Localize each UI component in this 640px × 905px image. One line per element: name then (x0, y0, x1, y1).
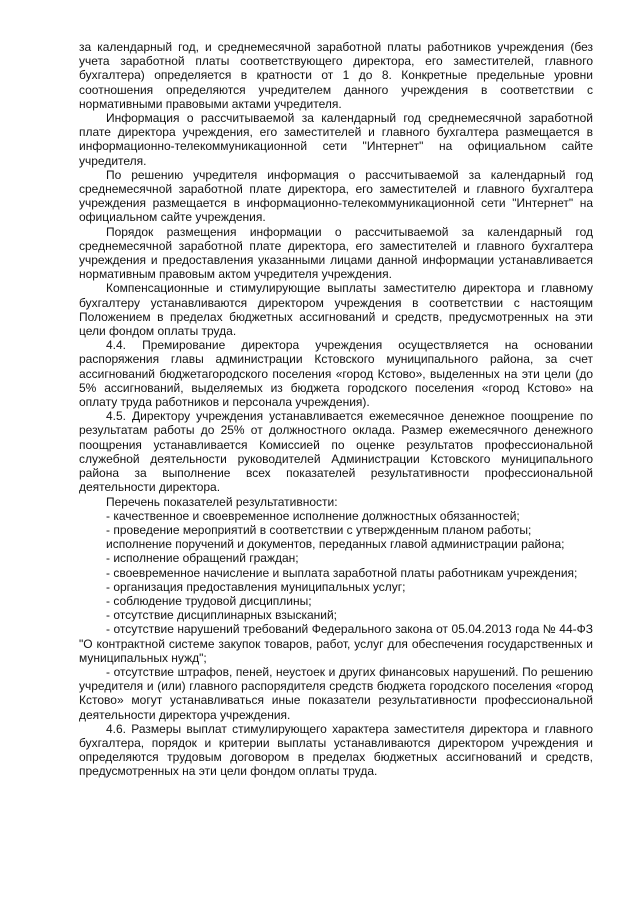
list-item: - отсутствие дисциплинарных взысканий; (106, 608, 338, 623)
list-item: - отсутствие штрафов, пеней, неустоек и других финансовых нарушений. По решению учредителя и (или) главного распорядителя средств бюджета городского поселения «город Кстово» могут устанавливаться иные показатели результативности профессиональной деятельности директора учреждения. (79, 664, 593, 722)
paragraph-publication-procedure: Порядок размещения информации о рассчитываемой за календарный год среднемесячной заработной плате директора, его заместителей и главного бухгалтера учреждения и предоставления указанными лицами данной информации устанавливается нормативным правовым актом учредителя учреждения. (79, 224, 593, 282)
list-item: - соблюдение трудовой дисциплины; (106, 593, 312, 608)
paragraph-4-6-deputy-incentives: 4.6. Размеры выплат стимулирующего характера заместителя директора и главного бухгалтера, порядок и критерии выплаты устанавливаются директором учреждения и определяются трудовым договором в пределах бюджетных ассигнований и средств, предусмотренных на эти цели фондом оплаты труда. (79, 721, 593, 779)
list-item: - проведение мероприятий в соответствии с утвержденным планом работы; (106, 522, 532, 537)
paragraph-salary-info-founder-site: Информация о рассчитываемой за календарный год среднемесячной заработной плате директора учреждения, его заместителей и главного бухгалтера размещается в информационно-телекоммуникационной сети "Интернет" на официальном сайте учредителя. (79, 111, 593, 168)
paragraph-4-5-monthly-incentive: 4.5. Директору учреждения устанавливается ежемесячное денежное поощрение по результатам работы до 25% от должностного оклада. Размер ежемесячного денежного поощрения устанавливается Комиссией по оценке результатов профессиональной служебной деятельности руководителей Администрации Кстовского муниципального района за выполнение всех показателей результативности профессиональной деятельности директора. (79, 409, 593, 495)
list-item: - своевременное начисление и выплата заработной платы работникам учреждения; (106, 565, 578, 580)
paragraph-4-4-director-bonus: 4.4. Премирование директора учреждения осуществляется на основании распоряжения главы администрации Кстовского муниципального района, за счет ассигнований бюджетагородского поселения «город Кстово», выделенных на эти цели (до 5% ассигнований, выделяемых из бюджета городского поселения «город Кстово» на оплату труда работников и персонала учреждения). (79, 338, 593, 410)
document-page (79, 40, 593, 779)
indicators-list-heading: Перечень показателей результативности: (106, 494, 338, 509)
paragraph-salary-ratio: за календарный год, и среднемесячной заработной платы работников учреждения (без учета заработной платы соответствующего директора, его заместителей, главного бухгалтера) определяется в кратности от 1 до 8. Конкретные предельные уровни соотношения определяются учредителем данного учреждения в соответствии с нормативными правовыми актами учредителя. (79, 40, 593, 111)
list-item: - отсутствие нарушений требований Федерального закона от 05.04.2013 года № 44-ФЗ "О контрактной системе закупок товаров, работ, услуг для обеспечения государственных и муниципальных нужд"; (79, 622, 593, 665)
list-item: - организация предоставления муниципальных услуг; (106, 579, 406, 594)
paragraph-compensation-payments: Компенсационные и стимулирующие выплаты заместителю директора и главному бухгалтеру устанавливаются директором учреждения в соответствии с настоящим Положением в пределах бюджетных ассигнований и средств, предусмотренных на эти цели фондом оплаты труда. (79, 281, 593, 339)
list-item: - исполнение обращений граждан; (106, 551, 299, 566)
list-item: - качественное и своевременное исполнение должностных обязанностей; (106, 508, 520, 523)
paragraph-salary-info-institution-site: По решению учредителя информация о рассчитываемой за календарный год среднемесячной заработной плате директора, его заместителей и главного бухгалтера учреждения размещается в информационно-телекоммуникационной сети "Интернет" на официальном сайте учреждения. (79, 167, 593, 225)
list-item: исполнение поручений и документов, переданных главой администрации района; (106, 537, 565, 552)
